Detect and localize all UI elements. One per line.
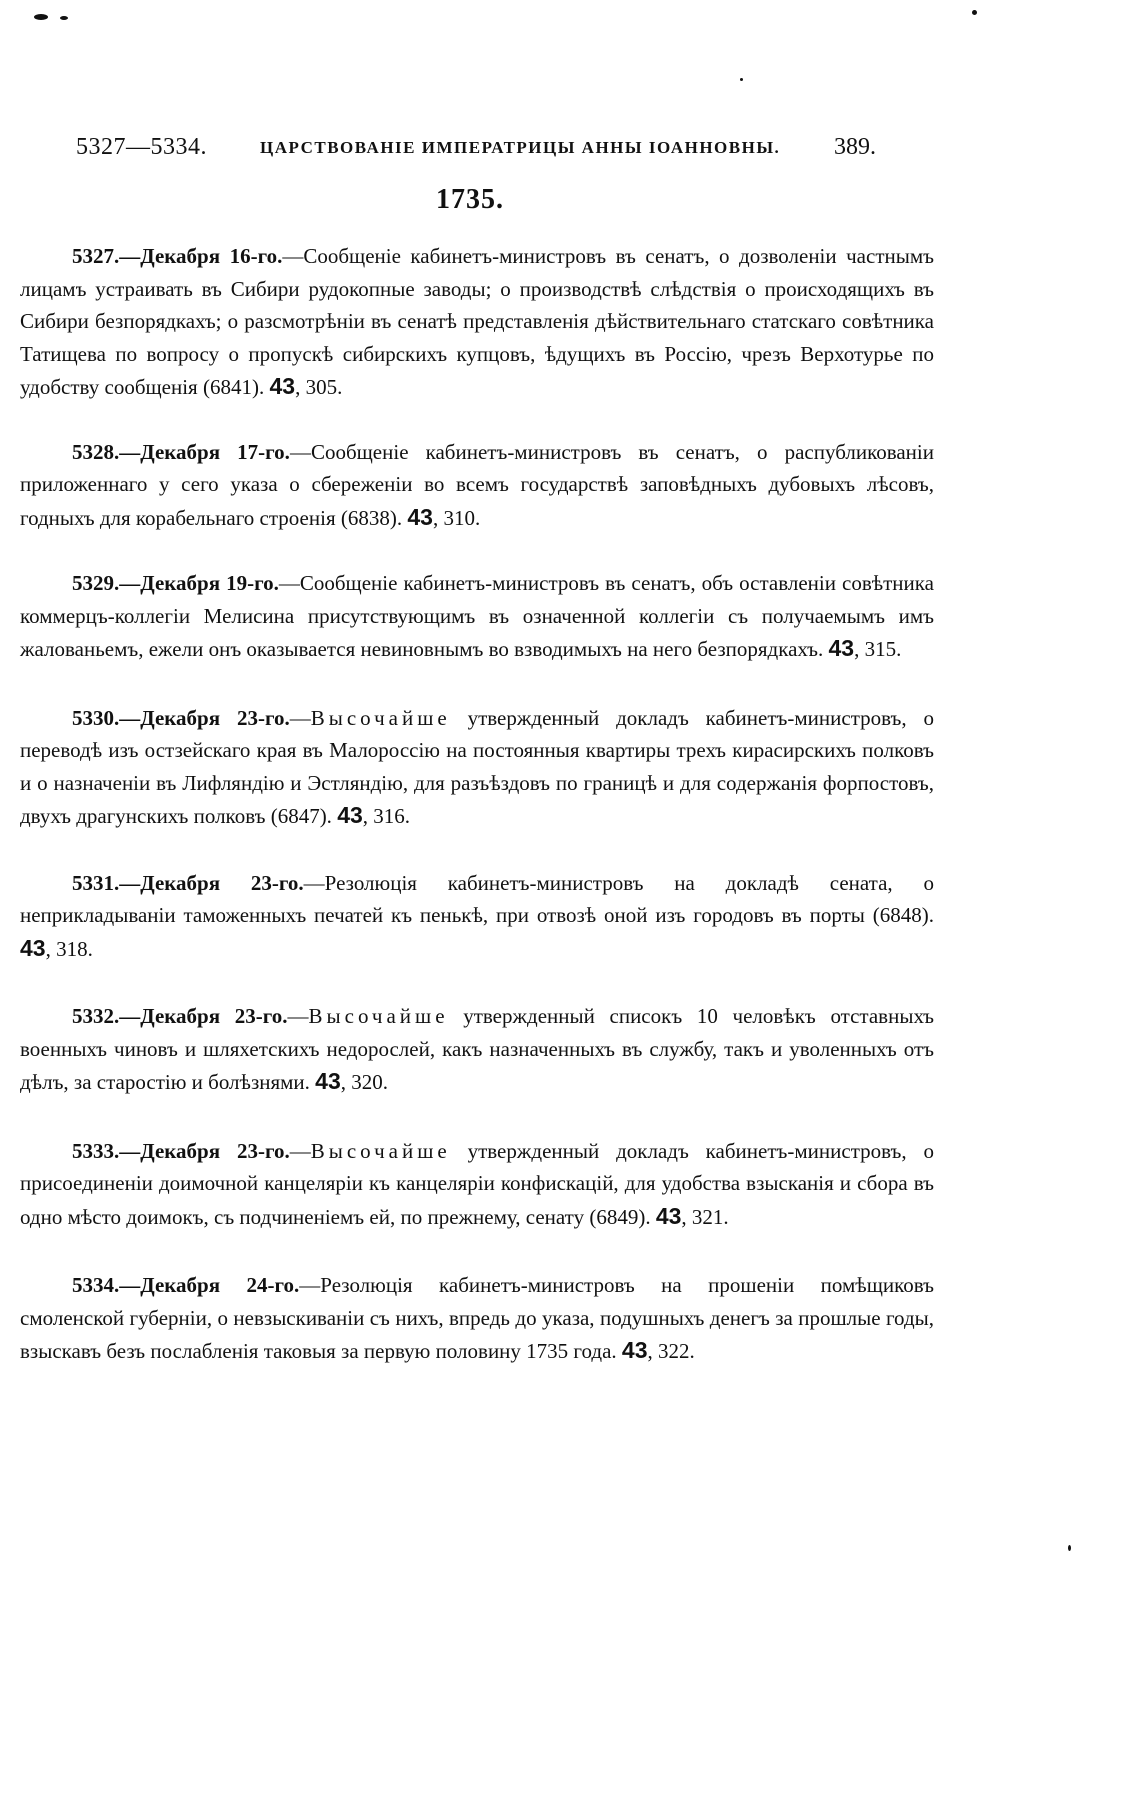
entry xyxy=(20,867,934,966)
entry xyxy=(20,567,934,666)
scan-speck xyxy=(34,14,48,20)
entry-number: 5333. xyxy=(72,1138,120,1163)
year-heading: 1735. xyxy=(436,184,504,215)
entry-number: 5328. xyxy=(72,439,120,464)
entry-number: 5332. xyxy=(72,1004,120,1028)
entry-text: —Резолюція кабинетъ-министровъ на докладѣ сената, о неприкладываніи таможенныхъ печатей къ пенькѣ, при отвозѣ оной изъ городовъ въ порты (6848). xyxy=(20,870,934,927)
entry-page: , 322. xyxy=(647,1339,695,1363)
entry-page: , 310. xyxy=(432,505,481,530)
entry-text-dash: — xyxy=(289,1138,311,1163)
entry-page: , 321. xyxy=(681,1204,729,1229)
entry-text-spaced: Высочайше xyxy=(310,1138,451,1163)
entry-volume: 43 xyxy=(828,635,855,661)
entry-date: —Декабря 24-го. xyxy=(119,1273,300,1297)
entry-number: 5329. xyxy=(72,571,120,595)
entry-text: —Резолюція кабинетъ-министровъ на прошеніи помѣщиковъ смоленской губерніи, о невзыскиваніи съ нихъ, впредь до указа, подушныхъ денегъ за прошлые годы, взыскавъ безъ послабленія таковыя за первую половину 1735 года. xyxy=(20,1273,934,1363)
entry-date: —Декабря 17-го. xyxy=(119,439,290,464)
entry-number: 5330. xyxy=(72,705,120,730)
entries-list xyxy=(20,240,934,1368)
entry-page: , 318. xyxy=(45,936,93,961)
entry-volume: 43 xyxy=(337,802,363,828)
header-entry-range: 5327—5334. xyxy=(76,134,207,160)
entry-text-dash: — xyxy=(289,705,311,730)
entry-number: 5327. xyxy=(72,244,120,268)
entry-volume: 43 xyxy=(315,1068,341,1094)
entry-volume: 43 xyxy=(20,934,46,961)
entry-volume: 43 xyxy=(407,503,433,530)
header-title: ЦАРСТВОВАНІЕ ИМПЕРАТРИЦЫ АННЫ ІОАННОВНЫ. xyxy=(260,138,781,157)
scan-speck xyxy=(740,78,743,81)
entry xyxy=(20,1135,934,1234)
entry-volume: 43 xyxy=(621,1337,648,1363)
entry-page: , 320. xyxy=(340,1070,389,1094)
entry-number: 5334. xyxy=(72,1273,120,1297)
entry-text: утвержденный списокъ 10 человѣкъ отставныхъ военныхъ чиновъ и шляхетскихъ недорослей, какъ назначенныхъ въ службу, такъ и уволенныхъ отъ дѣлъ, за старостію и болѣзнями. xyxy=(20,1004,934,1094)
entry-text: утвержденный докладъ кабинетъ-министровъ, о присоединеніи доимочной канцеляріи къ канцеляріи конфискацій, для удобства взысканія и сбора въ одно мѣсто доимокъ, съ подчиненіемъ ей, по прежнему, сенату (6849). xyxy=(20,1138,934,1229)
entry-text-spaced: Высочайше xyxy=(310,705,451,730)
entry-text-dash: — xyxy=(287,1004,309,1028)
entry-text: утвержденный докладъ кабинетъ-министровъ, о переводѣ изъ остзейскаго края въ Малороссію на постоянныя квартиры трехъ кирасирскихъ полковъ и о назначеніи въ Лифляндію и Эстляндію, для разъѣздовъ по границѣ и для содержанія форпостовъ, двухъ драгунскихъ полковъ (6847). xyxy=(20,705,934,828)
entry xyxy=(20,240,934,404)
entry-page: , 316. xyxy=(362,804,411,828)
header-page-number: 389. xyxy=(834,134,876,160)
entry-date: —Декабря 23-го. xyxy=(119,1004,288,1028)
entry-text: —Сообщеніе кабинетъ-министровъ въ сенатъ, о дозволеніи частнымъ лицамъ устраивать въ Сибири рудокопные заводы; о производствѣ слѣдствія о происходящихъ въ Сибири безпорядкахъ; о разсмотрѣніи въ сенатѣ представленія дѣйствительнаго статскаго совѣтника Татищева по вопросу о пропускѣ сибирскихъ купцовъ, ѣдущихъ въ Россію, чрезъ Верхотурье по удобству сообщенія (6841). xyxy=(20,244,934,399)
entry-text: —Сообщеніе кабинетъ-министровъ въ сенатъ, объ оставленіи совѣтника коммерцъ-коллегіи Мелисина присутствующимъ въ означенной коллегіи съ получаемымъ имъ жалованьемъ, ежели онъ оказывается невиновнымъ во взводимыхъ на него безпорядкахъ. xyxy=(20,571,934,661)
entry-date: —Декабря 23-го. xyxy=(119,1138,290,1163)
entry-date: —Декабря 19-го. xyxy=(119,571,279,595)
entry-page: , 305. xyxy=(295,375,343,399)
entry xyxy=(20,1269,934,1368)
scan-speck xyxy=(60,16,68,20)
entry-date: —Декабря 23-го. xyxy=(119,705,290,730)
running-header xyxy=(76,134,876,170)
entry-page: , 315. xyxy=(854,637,902,661)
entry-date: —Декабря 23-го. xyxy=(119,870,304,895)
entry-text: —Сообщеніе кабинетъ-министровъ въ сенатъ, о распубликованіи приложеннаго у сего указа о сбереженіи во всемъ государствѣ заповѣдныхъ дубовыхъ лѣсовъ, годныхъ для корабельнаго строенія (6838). xyxy=(20,439,934,530)
scan-speck xyxy=(972,10,977,15)
entry xyxy=(20,436,934,535)
scan-speck xyxy=(1068,1545,1071,1551)
entry xyxy=(20,702,934,833)
entry-date: —Декабря 16-го. xyxy=(119,244,283,268)
entry-number: 5331. xyxy=(72,870,120,895)
entry-volume: 43 xyxy=(269,373,296,399)
entry-text-spaced: Высочайше xyxy=(308,1004,449,1028)
entry xyxy=(20,1000,934,1099)
entry-volume: 43 xyxy=(655,1202,682,1229)
